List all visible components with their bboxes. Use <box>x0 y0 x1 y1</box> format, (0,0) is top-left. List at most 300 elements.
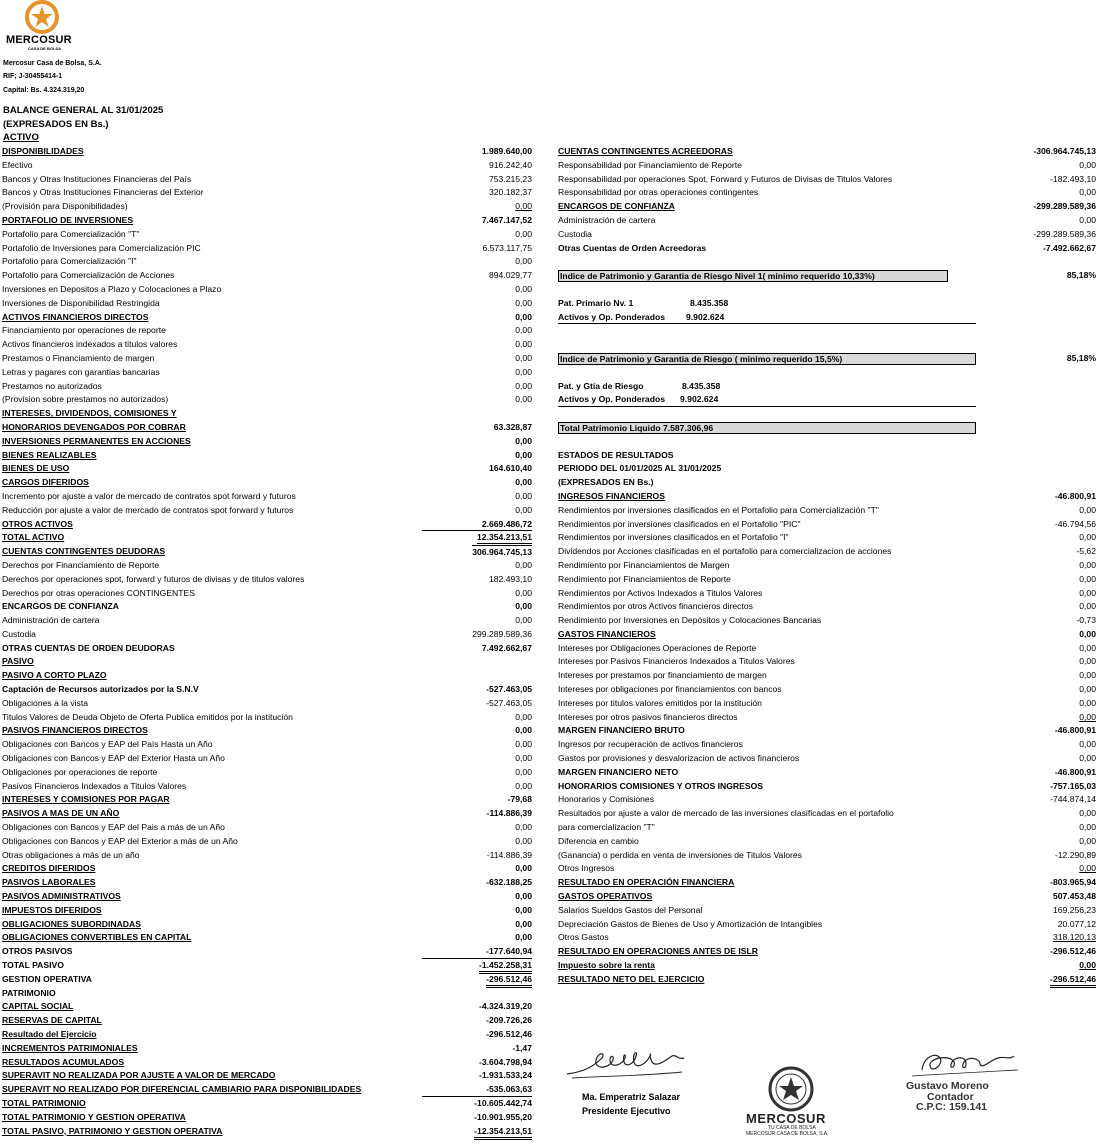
ledger-row <box>2 1056 532 1070</box>
row-label: GESTION OPERATIVA <box>2 973 92 984</box>
accountant-signature-icon <box>910 1046 1020 1082</box>
ledger-row <box>2 683 532 697</box>
ledger-row <box>2 504 532 518</box>
mercosur-logo-icon <box>22 0 62 34</box>
row-label: Pat. y Gtía de Riesgo <box>558 380 644 391</box>
row-value: 0,00 <box>515 891 532 902</box>
ledger-row <box>2 766 532 780</box>
row-value: 7.492.662,67 <box>481 642 532 653</box>
ledger-row <box>558 366 1096 380</box>
ledger-row <box>558 600 1096 614</box>
ledger-row <box>2 324 532 338</box>
row-value: -296.512,46 <box>1050 946 1096 957</box>
row-value: 0,00 <box>515 559 532 570</box>
row-value: -803.965,94 <box>1050 877 1096 888</box>
row-label: Diferencia en cambio <box>558 835 639 846</box>
row-label: (Provisión para Disponibilidades) <box>2 201 128 212</box>
row-label: Custodia <box>558 228 592 239</box>
row-value: 0,00 <box>515 766 532 777</box>
row-value: 318.120,13 <box>1052 932 1096 943</box>
ledger-row <box>2 297 532 311</box>
row-label: Activos financieros indexados a titulos valores <box>2 339 178 350</box>
row-value: 85,18% <box>1066 352 1096 363</box>
ledger-row <box>558 393 1096 407</box>
ledger-row <box>2 642 532 656</box>
ledger-row <box>558 255 1096 269</box>
row-value: -0,73 <box>1076 615 1096 626</box>
row-label: PASIVO <box>2 656 34 667</box>
row-label: Derechos por operaciones spot, forward y futuros de divisas y de titulos valores <box>2 573 305 584</box>
ledger-row <box>558 587 1096 601</box>
row-label: Captación de Recursos autorizados por la S.N.V <box>2 684 199 695</box>
ledger-row <box>2 490 532 504</box>
row-value: -296.512,46 <box>1050 973 1096 988</box>
row-ratio-value: 8.435.358 <box>682 380 721 391</box>
row-label: ESTADOS DE RESULTADOS <box>558 449 674 460</box>
ledger-row <box>2 573 532 587</box>
accountant-title: Contador <box>927 1091 974 1103</box>
row-value: 507.453,48 <box>1052 891 1096 902</box>
ledger-row <box>2 904 532 918</box>
ledger-row <box>558 228 1096 242</box>
row-label: Rendimientos por inversiones clasificados en el Portafolio para Comercialización "T" <box>558 504 879 515</box>
ledger-row <box>558 821 1096 835</box>
row-label: PASIVOS A MAS DE UN AÑO <box>2 808 120 819</box>
ledger-row <box>2 1083 532 1097</box>
row-label: Portafolio para Comercialización de Acciones <box>2 270 175 281</box>
ledger-row <box>558 380 1096 394</box>
row-label: Portafolio para Comercialización "T" <box>2 228 140 239</box>
ledger-row <box>558 793 1096 807</box>
row-label: Efectivo <box>2 159 33 170</box>
ledger-row <box>558 669 1096 683</box>
report-title: BALANCE GENERAL AL 31/01/2025 <box>3 105 164 116</box>
row-value: 0,00 <box>1079 532 1096 543</box>
row-value: 0,00 <box>515 932 532 943</box>
row-value: -7.492.662,67 <box>1042 242 1096 253</box>
row-value: 1.989.640,00 <box>481 146 532 156</box>
row-label: Obligaciones con Bancos y EAP del Exterior Hasta un Año <box>2 753 225 764</box>
row-label: INTERESES Y COMISIONES POR PAGAR <box>2 794 170 805</box>
ledger-row <box>558 973 1096 987</box>
row-label: Derechos por Financiamiento de Reporte <box>2 559 160 570</box>
row-label: Responsabilidad por otras operaciones contingentes <box>558 187 759 198</box>
row-value: 0,00 <box>1079 559 1096 570</box>
row-ratio-value: 9.902.624 <box>686 311 725 322</box>
ledger-row <box>558 324 1096 338</box>
row-label: Administración de cartera <box>2 615 100 626</box>
row-value: 0,00 <box>515 325 532 336</box>
row-label: Titulos Valores de Deuda Objeto de Oferta Publica emitidos por la institución <box>2 711 293 722</box>
ledger-row <box>558 518 1096 532</box>
row-label: Ingresos por recuperación de activos financieros <box>558 739 743 750</box>
row-label: Activos y Op. Ponderados <box>558 311 665 322</box>
row-value: 753.215,23 <box>488 173 532 184</box>
ledger-row <box>558 559 1096 573</box>
balance-right-column <box>558 145 1096 987</box>
row-label: Inversiones de Disponibilidad Restringida <box>2 297 160 308</box>
row-value: 2.669.486,72 <box>481 518 532 529</box>
row-label: Rendimiento por Financiamientos de Reporte <box>558 573 731 584</box>
row-value: -3.604.798,94 <box>478 1056 532 1067</box>
row-value: 0,00 <box>515 904 532 915</box>
row-value: -114.886,39 <box>486 849 532 860</box>
row-label: Bancos y Otras Instituciones Financieras del Exterior <box>2 187 204 198</box>
row-value: 0,00 <box>1079 187 1096 198</box>
row-value: -296.512,46 <box>486 1029 532 1039</box>
ledger-row <box>2 987 532 1001</box>
ledger-row <box>558 545 1096 559</box>
row-label: OBLIGACIONES SUBORDINADAS <box>2 918 141 929</box>
row-label: RESULTADOS ACUMULADOS <box>2 1056 125 1067</box>
row-label: SUPERAVIT NO REALIZADA POR AJUSTE A VALOR DE MERCADO <box>2 1070 276 1081</box>
ledger-row <box>558 490 1096 504</box>
row-label: Activos y Op. Ponderados <box>558 394 665 405</box>
row-label: INVERSIONES PERMANENTES EN ACCIONES <box>2 435 191 446</box>
row-value: 0,00 <box>515 311 532 322</box>
row-value: 0,00 <box>515 822 532 833</box>
ledger-row <box>2 1028 532 1042</box>
row-value: 0,00 <box>1079 587 1096 598</box>
highlight-box: Indice de Patrimonio y Garantia de Riesgo ( minimo requerido 15,5%) <box>558 353 976 365</box>
row-ratio-value: 8.435.358 <box>690 297 729 308</box>
ledger-row <box>558 531 1096 545</box>
ledger-row <box>2 1014 532 1028</box>
row-label: DISPONIBILIDADES <box>2 146 84 156</box>
row-label: PASIVOS ADMINISTRATIVOS <box>2 891 121 902</box>
accountant-cpc: C.P.C: 159.141 <box>916 1101 988 1113</box>
row-value: -46.800,91 <box>1054 490 1096 501</box>
row-value: 0,00 <box>515 201 532 212</box>
row-label: ENCARGOS DE CONFIANZA <box>2 601 119 612</box>
mercosur-seal-icon <box>765 1064 817 1114</box>
ledger-row <box>2 628 532 642</box>
row-value: 0,00 <box>1079 601 1096 612</box>
row-label: Pasivos Financieros Indexados a Titulos Valores <box>2 780 187 791</box>
ledger-row <box>2 780 532 794</box>
ledger-row <box>558 849 1096 863</box>
row-label: TOTAL PATRIMONIO <box>2 1097 86 1108</box>
row-label: Intereses por titulos valores emitidos por la institución <box>558 697 762 708</box>
ledger-row <box>2 421 532 435</box>
row-label: (Provision sobre prestamos no autorizados) <box>2 394 169 405</box>
ledger-row <box>558 449 1096 463</box>
ledger-row <box>558 683 1096 697</box>
highlight-box: Total Patrimonio Liquido 7.587.306,96 <box>558 422 976 434</box>
ledger-row <box>558 614 1096 628</box>
row-label: RESULTADO EN OPERACIONES ANTES DE ISLR <box>558 946 758 957</box>
row-label: TOTAL ACTIVO <box>2 532 65 543</box>
ledger-row <box>2 1111 532 1125</box>
ledger-row <box>2 1000 532 1014</box>
ledger-row <box>558 780 1096 794</box>
row-value: 0,00 <box>1079 835 1096 846</box>
row-label: PASIVO A CORTO PLAZO <box>2 670 107 681</box>
ledger-row <box>2 1069 532 1083</box>
row-label: Otras Cuentas de Orden Acreedoras <box>558 242 707 253</box>
row-label: Intereses por Pasivos Financieros Indexados a Titulos Valores <box>558 656 795 667</box>
row-label: Bancos y Otras Instituciones Financieras del País <box>2 173 192 184</box>
ledger-row <box>2 738 532 752</box>
ledger-row <box>558 283 1096 297</box>
row-value: -535.063,63 <box>486 1084 532 1095</box>
row-value: 0,00 <box>515 504 532 515</box>
row-value: -299.289.589,36 <box>1033 201 1096 212</box>
row-label: OTRAS CUENTAS DE ORDEN DEUDORAS <box>2 642 175 653</box>
row-value: 0,00 <box>515 711 532 722</box>
ledger-row <box>558 807 1096 821</box>
ledger-row <box>2 959 532 973</box>
ledger-row <box>558 876 1096 890</box>
ledger-row <box>2 380 532 394</box>
president-signature-icon <box>562 1038 692 1088</box>
ledger-row <box>2 1097 532 1111</box>
row-value: 0,00 <box>515 449 532 460</box>
row-label: Prestamos no autorizados <box>2 380 102 391</box>
row-label: CUENTAS CONTINGENTES DEUDORAS <box>2 546 166 557</box>
ledger-row <box>2 366 532 380</box>
row-label: Gastos por provisiones y desvalorizacion de activos financieros <box>558 753 800 764</box>
ledger-row <box>2 449 532 463</box>
company-capital: Capital: Bs. 4.324.319,20 <box>3 87 85 94</box>
row-label: Pat. Primario Nv. 1 <box>558 297 634 308</box>
row-label: Rendimientos por inversiones clasificados en el Portafolio "PIC" <box>558 518 801 529</box>
ledger-row <box>2 311 532 325</box>
row-label: PORTAFOLIO DE INVERSIONES <box>2 214 134 225</box>
row-label: Depreciación Gastos de Bienes de Uso y Amortización de Intangibles <box>558 918 823 929</box>
row-label: HONORARIOS COMISIONES Y OTROS INGRESOS <box>558 780 764 791</box>
row-label: OTROS ACTIVOS <box>2 518 73 529</box>
row-label: Salarios Sueldos Gastos del Personal <box>558 904 703 915</box>
row-value: 0,00 <box>515 835 532 846</box>
row-value: 7.467.147,52 <box>481 214 532 225</box>
ledger-row <box>2 476 532 490</box>
row-label: CAPITAL SOCIAL <box>2 1001 74 1012</box>
row-label: Honorarios y Comisiones <box>558 794 654 805</box>
ledger-row <box>2 518 532 532</box>
row-label: IMPUESTOS DIFERIDOS <box>2 904 102 915</box>
row-label: Impuesto sobre la renta <box>558 960 655 971</box>
ledger-row <box>558 407 1096 421</box>
ledger-row <box>558 904 1096 918</box>
row-label: PERIODO DEL 01/01/2025 AL 31/01/2025 <box>558 463 722 474</box>
row-value: 0,00 <box>515 587 532 598</box>
ledger-row <box>2 200 532 214</box>
row-value: -757.165,03 <box>1050 780 1096 791</box>
row-label: Obligaciones a la vista <box>2 697 88 708</box>
row-value: 0,00 <box>1079 739 1096 750</box>
row-label: PASIVOS LABORALES <box>2 877 96 888</box>
row-label: MARGEN FINANCIERO NETO <box>558 766 679 777</box>
row-value: 0,00 <box>515 477 532 488</box>
row-value: -306.964.745,13 <box>1033 146 1096 156</box>
ledger-row <box>558 297 1096 311</box>
row-value: -527.463,05 <box>486 684 532 695</box>
row-value: 0,00 <box>515 615 532 626</box>
row-value: -46.794,56 <box>1054 518 1096 529</box>
ledger-row <box>2 214 532 228</box>
company-name: Mercosur Casa de Bolsa, S.A. <box>3 60 102 67</box>
row-label: Portafolio de Inversiones para Comercialización PIC <box>2 242 201 253</box>
row-value: 0,00 <box>515 739 532 750</box>
row-value: 0,00 <box>515 863 532 874</box>
row-label: Administración de cartera <box>558 214 656 225</box>
ledger-row <box>2 890 532 904</box>
brand-subtitle: CASA DE BOLSA <box>28 46 61 51</box>
row-value: -5,62 <box>1076 546 1096 557</box>
ledger-row <box>558 766 1096 780</box>
row-label: Intereses por obligaciones por financiamientos con bancos <box>558 684 782 695</box>
ledger-row <box>558 200 1096 214</box>
ledger-row <box>558 338 1096 352</box>
ledger-row <box>2 655 532 669</box>
ledger-row <box>2 435 532 449</box>
row-value: 169.256,23 <box>1052 904 1096 915</box>
row-value: 299.289.589,36 <box>472 628 532 639</box>
row-value: 0,00 <box>1079 642 1096 653</box>
row-label: Letras y pagares con garantias bancarias <box>2 366 160 377</box>
row-value: 0,00 <box>1079 822 1096 833</box>
ledger-row <box>558 655 1096 669</box>
ledger-row <box>558 752 1096 766</box>
row-label: Obligaciones por operaciones de reporte <box>2 766 158 777</box>
row-label: Intereses por Obligaciones Operaciones de Reporte <box>558 642 757 653</box>
row-value: 0,00 <box>1079 753 1096 764</box>
row-label: ENCARGOS DE CONFIANZA <box>558 201 675 212</box>
row-ratio-value: 9.902.624 <box>680 394 719 405</box>
ledger-row <box>2 752 532 766</box>
row-label: Resultado del Ejercicio <box>2 1029 97 1039</box>
row-value: 0,00 <box>515 366 532 377</box>
row-label: PATRIMONIO <box>2 987 56 998</box>
ledger-row <box>558 159 1096 173</box>
ledger-row <box>2 228 532 242</box>
row-value: 0,00 <box>515 435 532 446</box>
row-label: (EXPRESADOS EN Bs.) <box>558 477 654 488</box>
ledger-row <box>2 945 532 959</box>
row-value: 0,00 <box>515 601 532 612</box>
row-label: Rendimiento por Financiamientos de Margen <box>558 559 730 570</box>
row-value: 0,00 <box>1079 628 1096 639</box>
row-label: INTERESES, DIVIDENDOS, COMISIONES Y <box>2 408 177 419</box>
accountant-name: Gustavo Moreno <box>906 1080 989 1092</box>
ledger-row <box>2 159 532 173</box>
ledger-row <box>2 821 532 835</box>
row-value: -296.512,46 <box>486 973 532 988</box>
row-label: SUPERAVIT NO REALIZADO POR DIFERENCIAL CAMBIARIO PARA DISPONIBILIDADES <box>2 1084 362 1095</box>
row-value: -10.901.955,20 <box>474 1111 532 1122</box>
row-label: Otras obligaciones a más de un año <box>2 849 140 860</box>
row-label: Dividendos por Acciones clasificadas en el portafolio para comercializacion de acciones <box>558 546 892 557</box>
row-label: CREDITOS DIFERIDOS <box>2 863 96 874</box>
row-value: 85,18% <box>1066 270 1096 281</box>
row-label: RESULTADO NETO DEL EJERCICIO <box>558 973 705 984</box>
row-value: -10.605.442,74 <box>474 1097 532 1108</box>
row-value: -182.493,10 <box>1050 173 1096 184</box>
row-value: -527.463,05 <box>486 697 532 708</box>
row-value: 916.242,40 <box>488 159 532 170</box>
ledger-row <box>2 145 532 159</box>
row-label: TOTAL PASIVO, PATRIMONIO Y GESTION OPERATIVA <box>2 1125 223 1136</box>
ledger-row <box>558 476 1096 490</box>
row-label: TOTAL PATRIMONIO Y GESTION OPERATIVA <box>2 1111 186 1122</box>
ledger-row <box>2 931 532 945</box>
row-value: 0,00 <box>515 283 532 294</box>
row-value: 0,00 <box>1079 656 1096 667</box>
row-value: 0,00 <box>1079 960 1096 971</box>
row-value: -46.800,91 <box>1054 766 1096 777</box>
row-value: -12.290,89 <box>1054 849 1096 860</box>
row-value: 0,00 <box>1079 670 1096 681</box>
highlight-box: Indice de Patrimonio y Garantia de Riesgo Nivel 1( minimo requerido 10,33%) <box>558 270 948 282</box>
ledger-row <box>2 793 532 807</box>
row-label: RESERVAS DE CAPITAL <box>2 1015 102 1026</box>
row-value: 0,00 <box>1079 711 1096 722</box>
president-title: Presidente Ejecutivo <box>582 1106 671 1116</box>
row-label: Obligaciones con Bancos y EAP del País Hasta un Año <box>2 739 213 750</box>
row-value: 0,00 <box>515 228 532 239</box>
row-value: -744.874,14 <box>1050 794 1096 805</box>
row-value: 320.182,37 <box>488 187 532 198</box>
row-label: Responsabilidad por Financiamiento de Reporte <box>558 159 742 170</box>
ledger-row <box>2 283 532 297</box>
row-value: 6.573.117,75 <box>482 242 532 253</box>
row-label: Responsabilidad por operaciones Spot, Forward y Futuros de Divisas de Titulos Valores <box>558 173 893 184</box>
ledger-row <box>2 338 532 352</box>
ledger-row <box>558 186 1096 200</box>
row-label: Derechos por otras operaciones CONTINGENTES <box>2 587 195 598</box>
row-label: Reducción por ajuste a valor de mercado de contratos spot forward y futuros <box>2 504 294 515</box>
row-label: Obligaciones con Bancos y EAP del Pais a más de un Año <box>2 822 225 833</box>
ledger-row <box>2 600 532 614</box>
row-label: Inversiones en Depositos a Plazo y Colocaciones a Plazo <box>2 283 222 294</box>
row-label: Prestamos o Financiamiento de margen <box>2 352 155 363</box>
ledger-row <box>558 352 1096 366</box>
ledger-row <box>2 614 532 628</box>
row-label: ACTIVOS FINANCIEROS DIRECTOS <box>2 311 149 322</box>
ledger-row <box>2 587 532 601</box>
row-label: Incremento por ajuste a valor de mercado de contratos spot forward y futuros <box>2 490 296 501</box>
ledger-row <box>2 186 532 200</box>
ledger-row <box>558 242 1096 256</box>
row-value: 0,00 <box>1079 684 1096 695</box>
row-label: TOTAL PASIVO <box>2 960 64 971</box>
row-label: BIENES REALIZABLES <box>2 449 97 460</box>
ledger-row <box>2 711 532 725</box>
row-label: HONORARIOS DEVENGADOS POR COBRAR <box>2 421 186 432</box>
row-label: Obligaciones con Bancos y EAP del Exterior a más de un Año <box>2 835 238 846</box>
seal-sub: TU CASA DE BOLSA <box>768 1125 816 1131</box>
ledger-row <box>558 642 1096 656</box>
row-value: 0,00 <box>515 380 532 391</box>
row-value: 0,00 <box>1079 863 1096 874</box>
row-value: 0,00 <box>1079 808 1096 819</box>
ledger-row <box>2 835 532 849</box>
ledger-row <box>558 711 1096 725</box>
row-value: -12.354.213,51 <box>474 1125 532 1140</box>
row-label: OBLIGACIONES CONVERTIBLES EN CAPITAL <box>2 932 192 943</box>
row-value: 20.077,12 <box>1057 918 1096 929</box>
row-value: 12.354.213,51 <box>477 531 532 546</box>
ledger-row <box>558 959 1096 973</box>
brand-name: MERCOSUR <box>6 34 72 46</box>
row-value: 0,00 <box>515 490 532 501</box>
row-value: 0,00 <box>515 780 532 791</box>
ledger-row <box>2 697 532 711</box>
ledger-row <box>558 945 1096 959</box>
ledger-row <box>558 697 1096 711</box>
ledger-row <box>2 242 532 256</box>
